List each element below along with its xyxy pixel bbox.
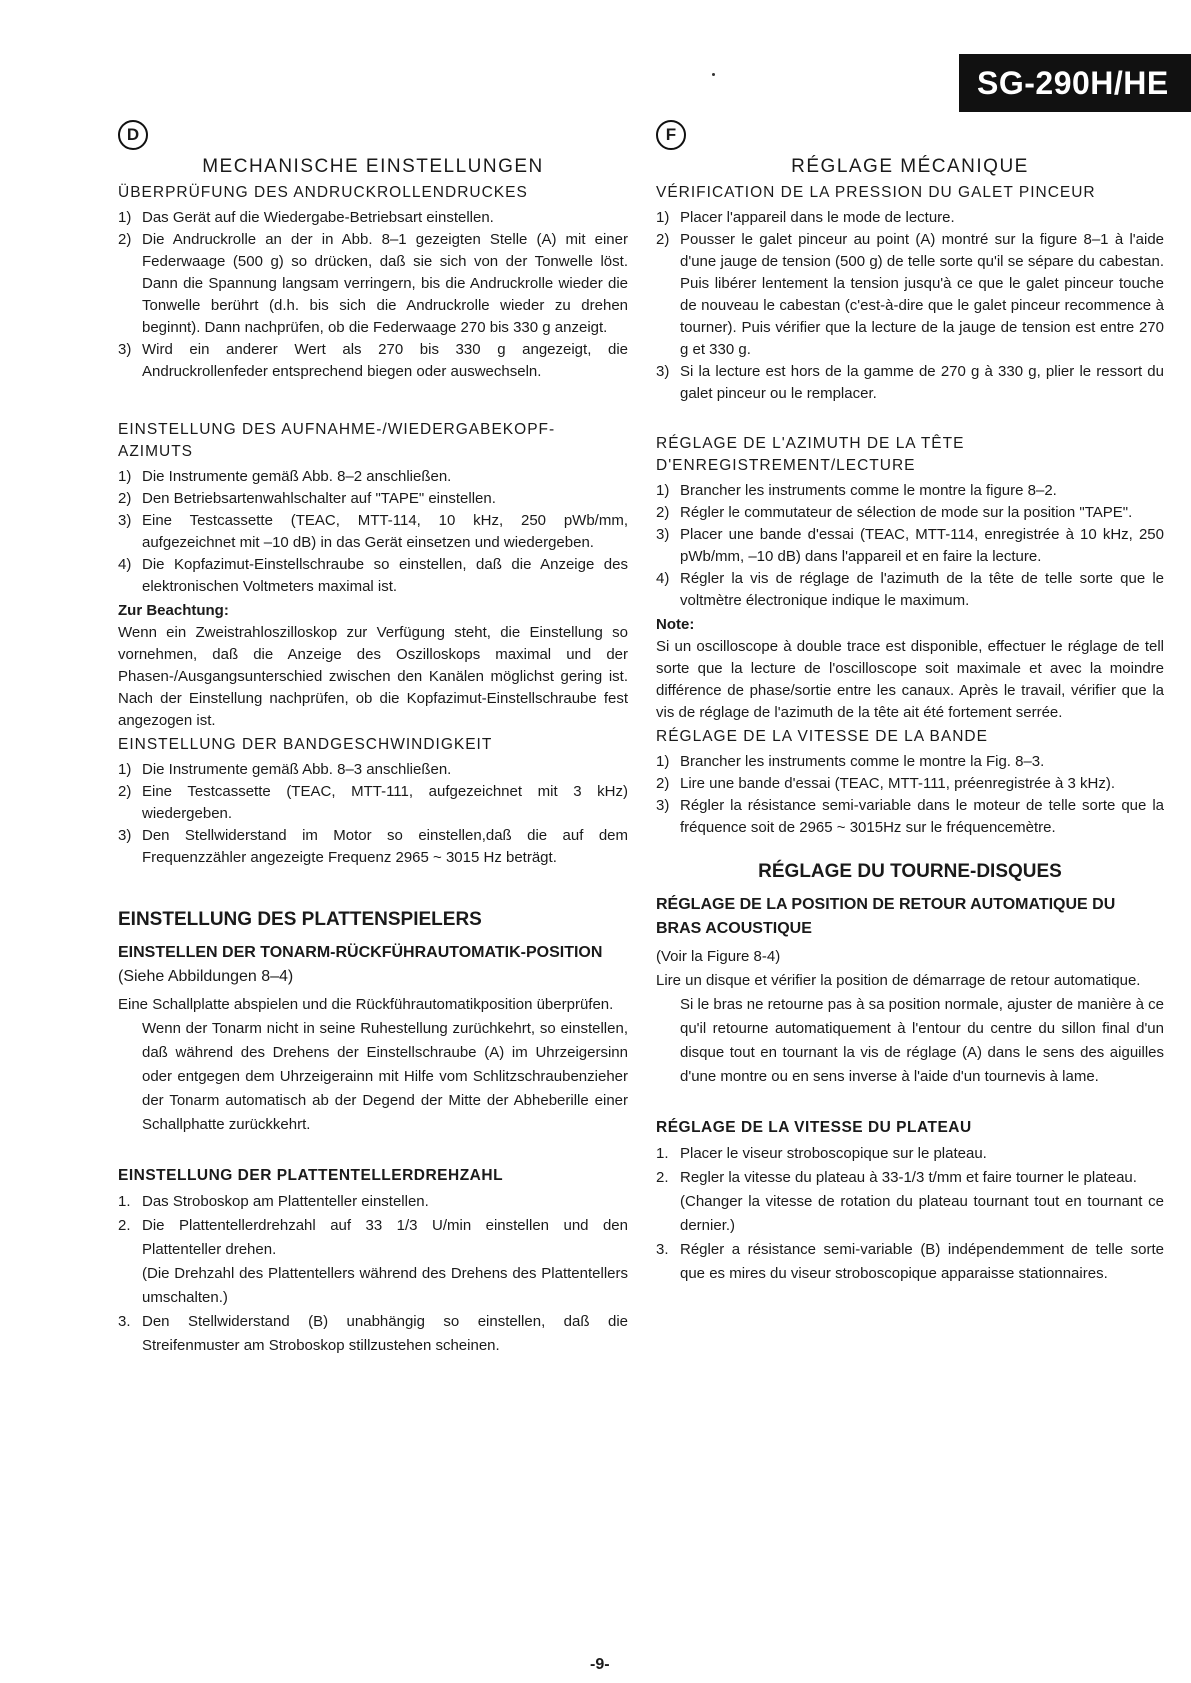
german-s2-list xyxy=(118,466,628,598)
french-column xyxy=(656,120,1164,1286)
german-s1-heading: ÜBERPRÜFUNG DES ANDRUCKROLLENDRUCKES xyxy=(118,184,528,201)
french-s1-heading: VÉRIFICATION DE LA PRESSION DU GALET PINCEUR xyxy=(656,184,1096,201)
section-letter-d: D xyxy=(118,120,148,150)
list-item: 2) Pousser le galet pinceur au point (A) montré sur la figure 8–1 à l'aide d'une jauge de tension (500 g) de telle sorte qu'il se sépare du cabestan. Puis libérer lentement la tension jusqu'à ce que le galet pinceur touche de nouveau le cabestan (c'est-à-dire que le galet pinceur recommence à tourner). Puis vérifier que la lecture de la jauge de tension est entre 270 g et 330 g. xyxy=(656,231,1164,358)
french-s2-list xyxy=(656,480,1164,612)
german-s2-heading: EINSTELLUNG DES AUFNAHME-/WIEDERGABEKOPF-AZIMUTS xyxy=(118,421,556,460)
french-s4-p1: Lire un disque et vérifier la position de démarrage de retour automatique. xyxy=(656,972,1141,989)
french-s3-list xyxy=(656,751,1164,839)
french-s3-heading: RÉGLAGE DE LA VITESSE DE LA BANDE xyxy=(656,728,988,745)
list-item: 4) Die Kopfazimut-Einstellschraube so einstellen, daß die Anzeige des elektronischen Voltmeters maximal ist. xyxy=(118,556,628,595)
german-s3-heading: EINSTELLUNG DER BANDGESCHWINDIGKEIT xyxy=(118,736,493,753)
french-s1-list xyxy=(656,207,1164,405)
list-item: 2. Regler la vitesse du plateau à 33-1/3 t/mm et faire tourner le plateau. xyxy=(656,1169,1137,1186)
list-item: 3) Eine Testcassette (TEAC, MTT-114, 10 kHz, 250 pWb/mm, aufgezeichnet mit –10 dB) in das Gerät einsetzen und wiedergeben. xyxy=(118,512,628,551)
model-number-badge: SG-290H/HE xyxy=(959,54,1191,112)
french-turntable-title: RÉGLAGE DU TOURNE-DISQUES xyxy=(758,861,1062,882)
german-turntable-title: EINSTELLUNG DES PLATTENSPIELERS xyxy=(118,909,482,930)
german-s4-p2: Wenn der Tonarm nicht in seine Ruhestellung zurüchkehrt, so einstellen, daß während des Drehens der Einstellschraube (A) im Uhrzeigersinn oder entgegen dem Uhrzeigerainn mit Hilfe vom Schlitzschraubenzieher der Tonarm automatisch ab der Degend der Mitte der Abheberille einer Schallphatte zurückkehrt. xyxy=(142,1020,628,1133)
german-column xyxy=(118,120,628,1358)
list-item: 3) Régler la résistance semi-variable dans le moteur de telle sorte que la fréquence soit de 2965 ~ 3015Hz sur le fréquencemètre. xyxy=(656,797,1164,836)
section-letter-f: F xyxy=(656,120,686,150)
list-item: 1) Die Instrumente gemäß Abb. 8–3 anschließen. xyxy=(118,761,452,778)
french-note-text: Si un oscilloscope à double trace est disponible, effectuer le réglage de tell sorte que la lecture de l'oscilloscope soit maximale et avec la moindre différence de phase/sortie entre les canaux. Après le travail, vérifier que la vis de réglage de l'azimuth de la tête ait été fortement serrée. xyxy=(656,638,1164,721)
list-item: 3. Régler a résistance semi-variable (B) indépendemment de telle sorte que es mires du viseur stroboscopique apparaisse stationnaires. xyxy=(656,1241,1164,1282)
german-s5-heading: EINSTELLUNG DER PLATTENTELLERDREHZAHL xyxy=(118,1167,504,1184)
list-item: 2) Den Betriebsartenwahlschalter auf "TAPE" einstellen. xyxy=(118,490,496,507)
list-item: 2) Lire une bande d'essai (TEAC, MTT-111, préenregistrée à 3 kHz). xyxy=(656,775,1116,792)
scan-speck xyxy=(712,73,715,76)
list-item: 2) Régler le commutateur de sélection de mode sur la position "TAPE". xyxy=(656,504,1133,521)
french-s2-heading: RÉGLAGE DE L'AZIMUTH DE LA TÊTE D'ENREGISTREMENT/LECTURE xyxy=(656,435,965,474)
page-number: -9- xyxy=(590,1656,610,1673)
list-item: 3. Den Stellwiderstand (B) unabhängig so einstellen, daß die Streifenmuster am Stroboskop stillzustehen scheinen. xyxy=(118,1313,628,1354)
german-title: MECHANISCHE EINSTELLUNGEN xyxy=(202,156,544,177)
german-note-text: Wenn ein Zweistrahloszilloskop zur Verfügung steht, die Einstellung so vornehmen, daß die Anzeige des Oszilloskops maximal und der Phasen-/Ausgangsunterschied zwischen den Kanälen möglichst gering ist. Nach der Einstellung nachprüfen, ob die Kopfazimut-Einstellschraube fest angezogen ist. xyxy=(118,624,628,729)
french-s4-p2: Si le bras ne retourne pas à sa position normale, ajuster de manière à ce qu'il retourne automatiquement à l'entour du centre du sillon final d'un disque tout en tournant la vis de réglage (A) dans le sens des aiguilles d'une montre ou en sens inverse à l'aide d'un tournevis à lame. xyxy=(680,996,1164,1085)
french-s4-heading: RÉGLAGE DE LA POSITION DE RETOUR AUTOMATIQUE DU BRAS ACOUSTIQUE xyxy=(656,896,1116,937)
list-item: 1) Das Gerät auf die Wiedergabe-Betriebsart einstellen. xyxy=(118,209,494,226)
list-item: (Changer la vitesse de rotation du plateau tournant tout en tournant ce dernier.) xyxy=(680,1193,1164,1234)
german-s4-heading: EINSTELLEN DER TONARM-RÜCKFÜHRAUTOMATIK-POSITION (Siehe Abbildungen 8–4) xyxy=(118,944,603,985)
french-s5-heading: RÉGLAGE DE LA VITESSE DU PLATEAU xyxy=(656,1119,972,1136)
list-item: 2) Die Andruckrolle an der in Abb. 8–1 gezeigten Stelle (A) mit einer Federwaage (500 g) so drücken, daß sie sich von der Tonwelle löst. Dann die Spannung langsam verringern, bis die Andruckrolle wieder die Tonwelle berührt (d.h. bis sich die Andruckrolle wieder zu drehen beginnt). Dann nachprüfen, ob die Federwaage 270 bis 330 g anzeigt. xyxy=(118,231,628,336)
german-s4-p1: Eine Schallplatte abspielen und die Rückführautomatikposition überprüfen. xyxy=(118,996,614,1013)
list-item: 2. Die Plattentellerdrehzahl auf 33 1/3 U/min einstellen und den Plattenteller drehen. xyxy=(118,1217,628,1258)
list-item: 4) Régler la vis de réglage de l'azimuth de la tête de telle sorte que le voltmètre électronique indique le maximum. xyxy=(656,570,1164,609)
list-item: 1) Brancher les instruments comme le montre la Fig. 8–3. xyxy=(656,753,1045,770)
french-note-title: Note: xyxy=(656,616,695,633)
list-item: 1. Das Stroboskop am Plattenteller einstellen. xyxy=(118,1193,429,1210)
list-item: 3) Den Stellwiderstand im Motor so einstellen,daß die auf dem Frequenzzähler angezeigte Frequenz 2965 ~ 3015 Hz beträgt. xyxy=(118,827,628,866)
list-item: 3) Wird ein anderer Wert als 270 bis 330 g angezeigt, die Andruckrollenfeder entsprechend biegen oder auswechseln. xyxy=(118,341,628,380)
list-item: 1) Placer l'appareil dans le mode de lecture. xyxy=(656,209,955,226)
list-item: 1) Die Instrumente gemäß Abb. 8–2 anschließen. xyxy=(118,468,452,485)
list-item: 3) Si la lecture est hors de la gamme de 270 g à 330 g, plier le ressort du galet pinceur ou le remplacer. xyxy=(656,363,1164,402)
list-item: 3) Placer une bande d'essai (TEAC, MTT-114, enregistrée à 10 kHz, 250 pWb/mm, –10 dB) dans l'appareil et en faire la lecture. xyxy=(656,526,1164,565)
list-item: 1) Brancher les instruments comme le montre la figure 8–2. xyxy=(656,482,1057,499)
list-item: 1. Placer le viseur stroboscopique sur le plateau. xyxy=(656,1145,987,1162)
german-s5-list xyxy=(118,1190,628,1358)
german-s3-list xyxy=(118,759,628,869)
german-note-title: Zur Beachtung: xyxy=(118,602,229,619)
french-s5-list xyxy=(656,1142,1164,1286)
list-item: (Die Drehzahl des Plattentellers während des Drehens des Plattentellers umschalten.) xyxy=(142,1265,628,1306)
list-item: 2) Eine Testcassette (TEAC, MTT-111, aufgezeichnet mit 3 kHz) wiedergeben. xyxy=(118,783,628,822)
french-s4-ref: (Voir la Figure 8-4) xyxy=(656,948,781,965)
french-title: RÉGLAGE MÉCANIQUE xyxy=(791,156,1029,177)
german-s1-list xyxy=(118,207,628,383)
